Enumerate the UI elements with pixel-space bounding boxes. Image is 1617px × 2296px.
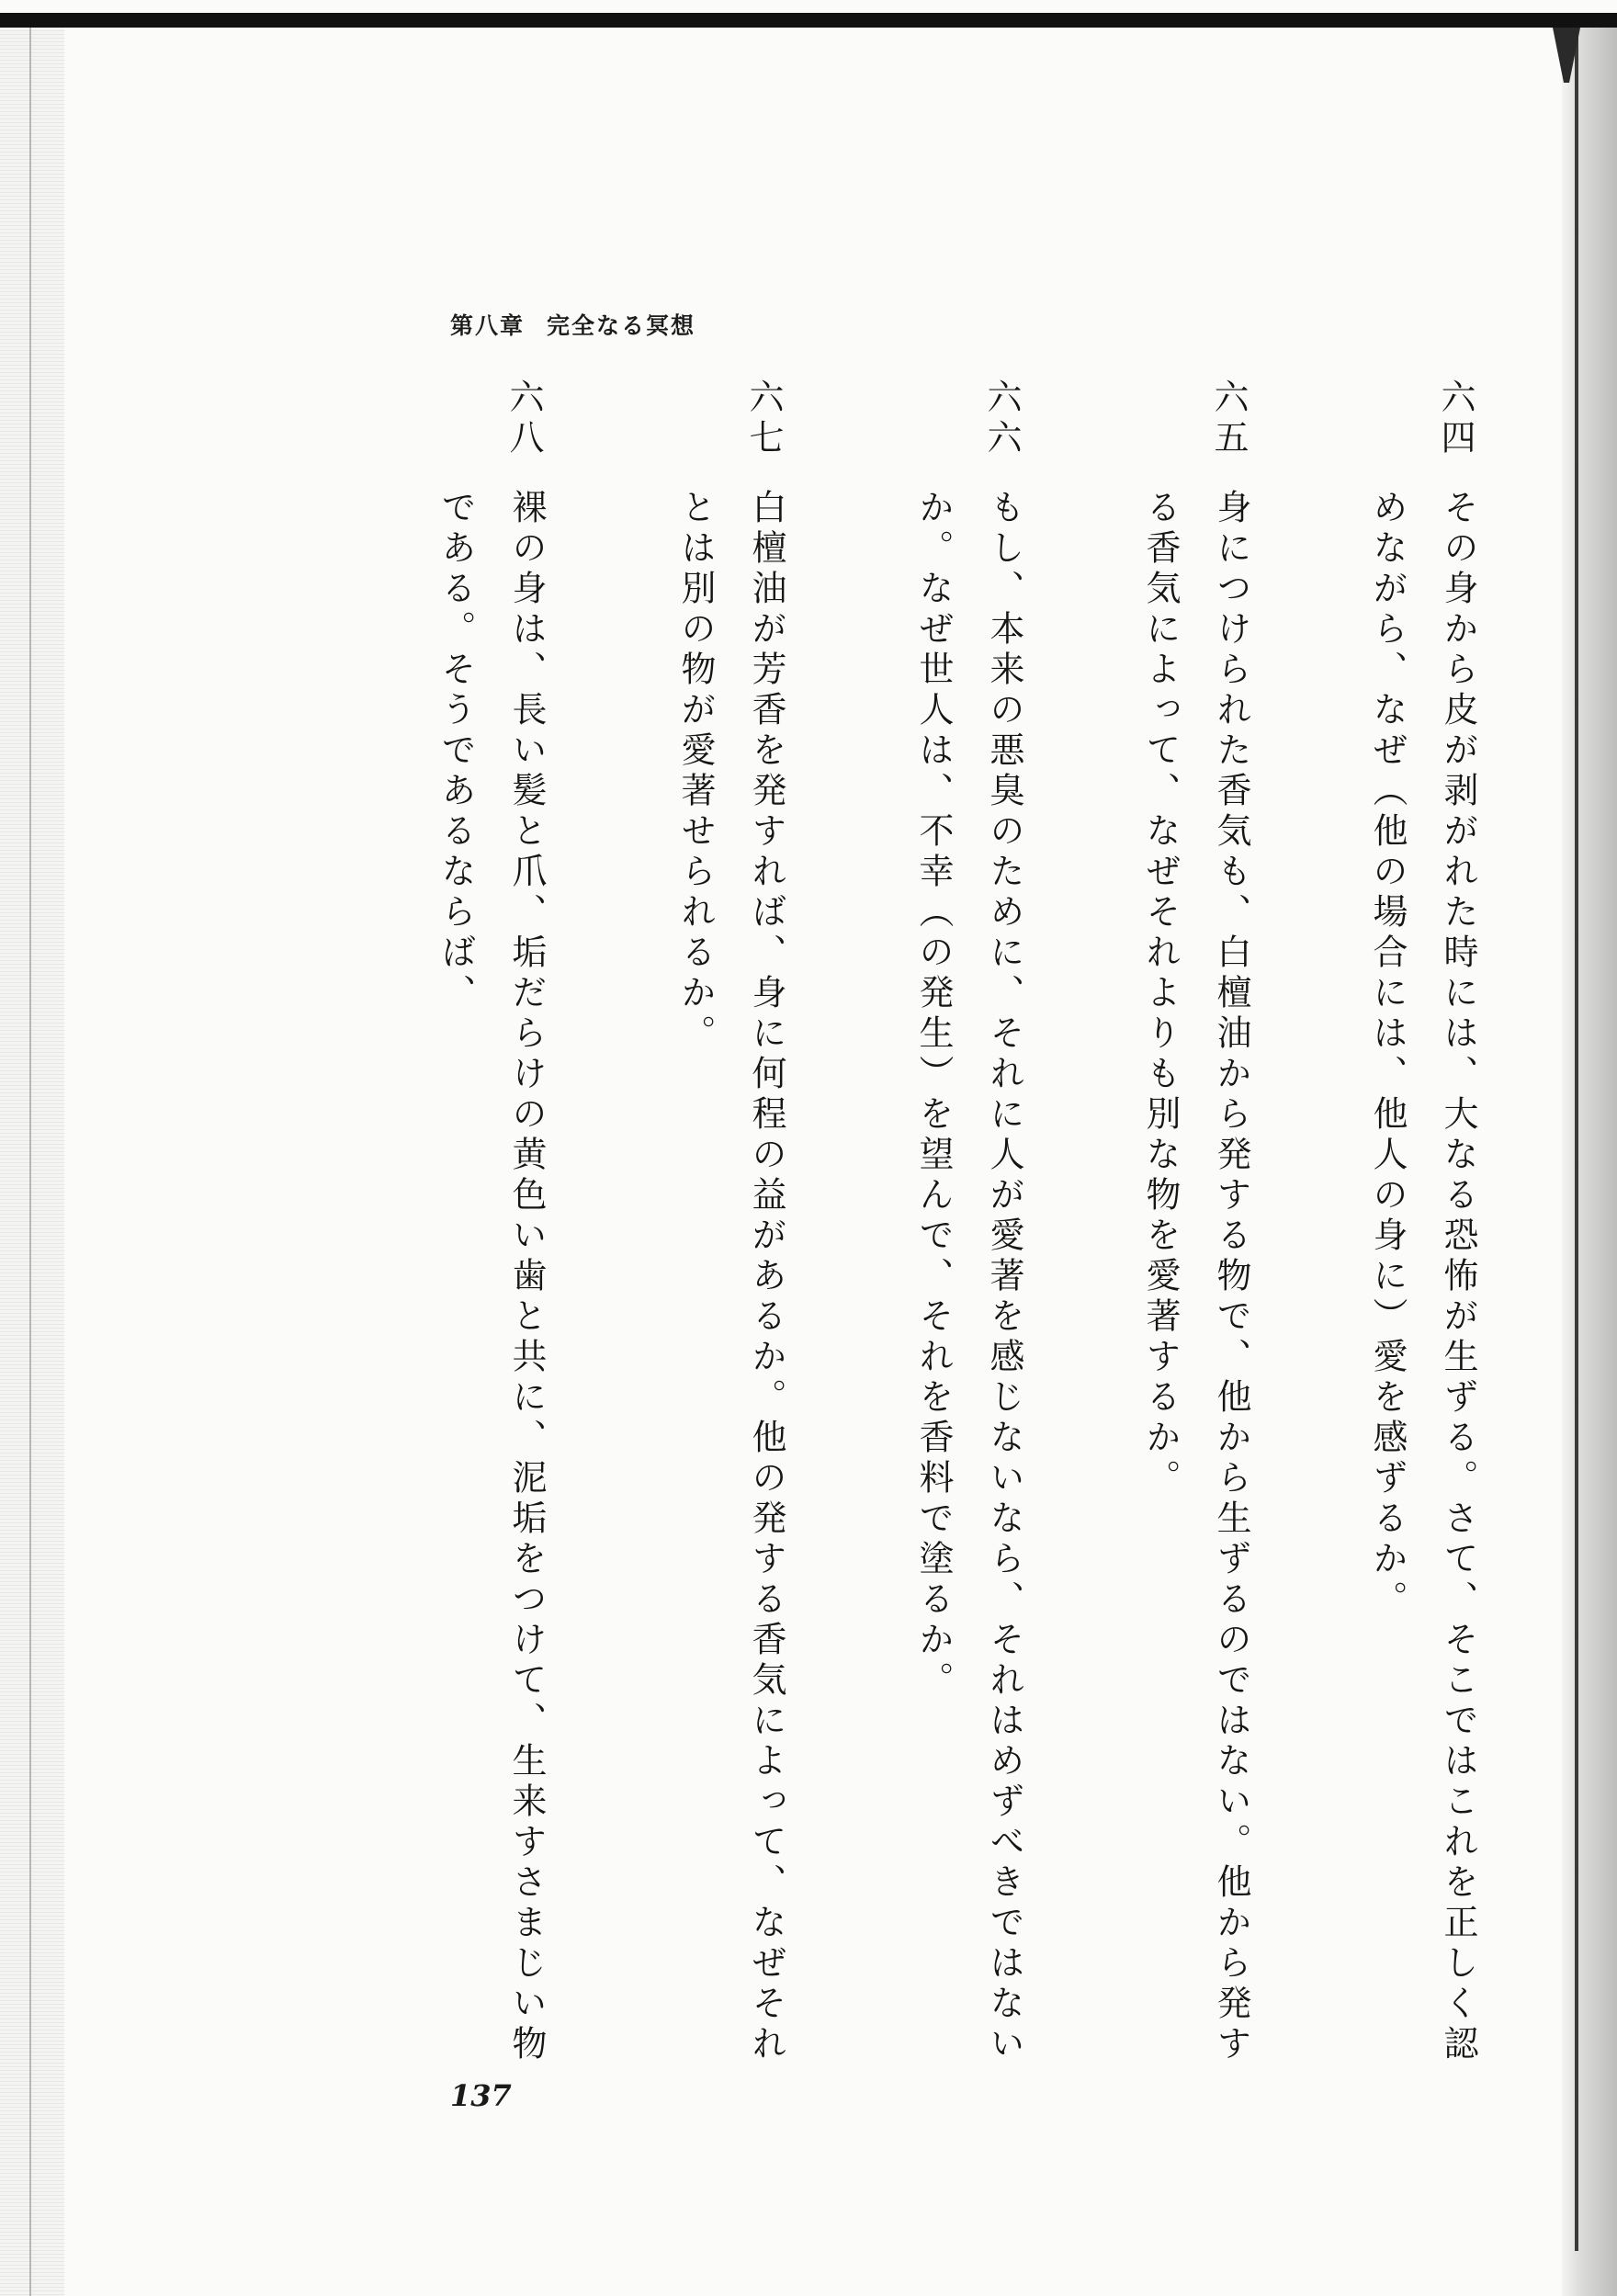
running-header (450, 308, 718, 341)
verse-67-line-1: 白檀油が芳香を発すれば、身に何程の益があるか。他の発する香気によって、なぜそれ (746, 489, 786, 2065)
verse-number-68: 六八 (503, 379, 544, 459)
page-number: 137 (450, 2078, 512, 2113)
right-binding-line (1575, 28, 1578, 2251)
verse-64-line-2: めながら、なぜ（他の場合には、他人の身に）愛を感ずるか。 (1367, 489, 1408, 1621)
verse-number-64: 六四 (1435, 379, 1476, 459)
verse-66-line-1: もし、本来の悪臭のために、それに人が愛著を感じないなら、それはめずべきではない (984, 489, 1024, 2065)
left-gutter-line (29, 28, 31, 2296)
verse-66-line-2: か。なぜ世人は、不幸（の発生）を望んで、それを香料で塗るか。 (913, 489, 954, 1702)
verse-number-65: 六五 (1208, 379, 1249, 459)
verse-68-line-2: である。そうであるならば、 (435, 489, 476, 1014)
left-scan-edge (0, 28, 64, 2296)
chapter-label: 第八章 (450, 312, 526, 339)
verse-65-line-1: 身につけられた香気も、白檀油から発する物で、他から生ずるのではない。他から発す (1211, 489, 1251, 2065)
verse-number-67: 六七 (743, 379, 784, 459)
chapter-title: 完全なる冥想 (547, 312, 696, 339)
verse-64-line-1: その身から皮が剥がれた時には、大なる恐怖が生ずる。さて、そこではこれを正しく認 (1438, 489, 1478, 2065)
verse-68-line-1: 裸の身は、長い髪と爪、垢だらけの黄色い歯と共に、泥垢をつけて、生来すさまじい物 (506, 489, 547, 2065)
right-binding-edge (1562, 28, 1617, 2296)
verse-67-line-2: とは別の物が愛著せられるか。 (675, 489, 716, 1055)
top-border (0, 13, 1617, 28)
verse-number-66: 六六 (981, 379, 1022, 459)
verse-65-line-2: る香気によって、なぜそれよりも別な物を愛著するか。 (1140, 489, 1181, 1499)
